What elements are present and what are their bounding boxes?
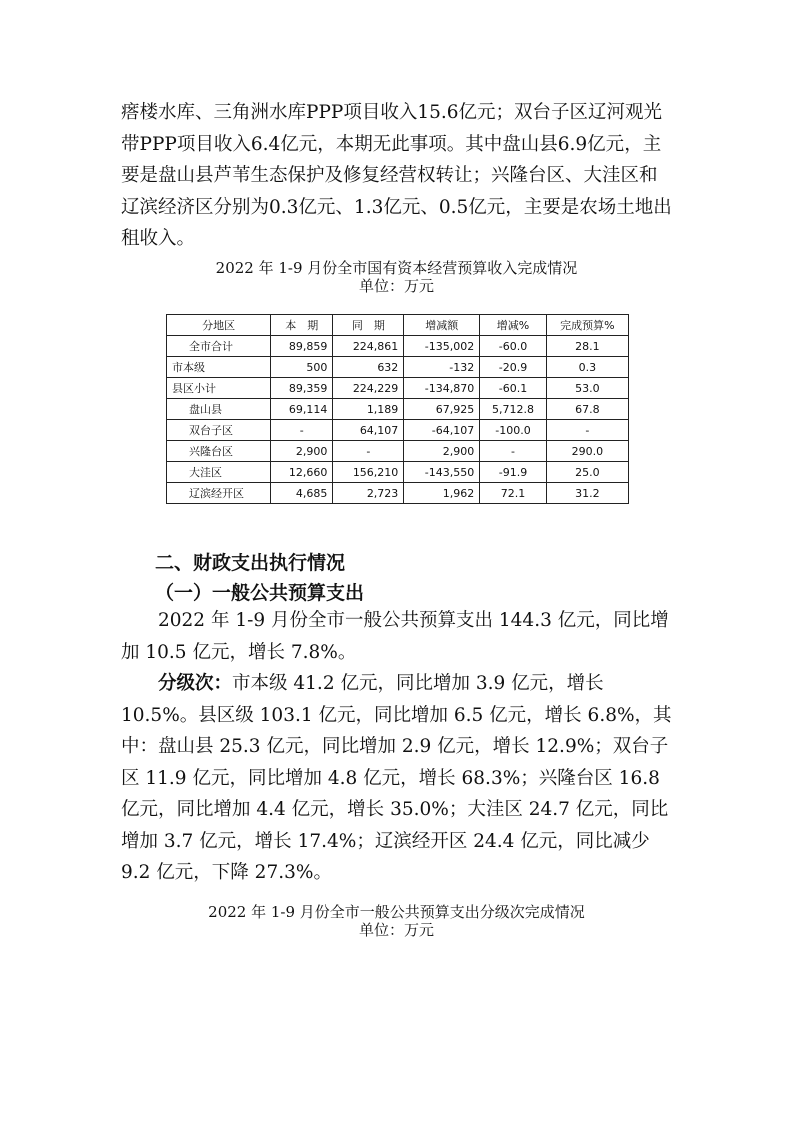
table-header-row bbox=[167, 315, 629, 336]
row-current: 4,685 bbox=[271, 483, 333, 504]
row-change: -64,107 bbox=[404, 420, 480, 441]
row-name: 双台子区 bbox=[167, 420, 271, 441]
row-prior: 224,229 bbox=[333, 378, 404, 399]
row-budget: 28.1 bbox=[546, 336, 628, 357]
table-row bbox=[167, 483, 629, 504]
row-pct: 5,712.8 bbox=[480, 399, 547, 420]
row-change: -135,002 bbox=[404, 336, 480, 357]
row-current: 69,114 bbox=[271, 399, 333, 420]
row-current: 500 bbox=[271, 357, 333, 378]
row-pct: 72.1 bbox=[480, 483, 547, 504]
section-heading: 二、财政支出执行情况 bbox=[155, 552, 346, 574]
row-prior: 632 bbox=[333, 357, 404, 378]
row-pct: -100.0 bbox=[480, 420, 547, 441]
table-row bbox=[167, 441, 629, 462]
row-current: 89,859 bbox=[271, 336, 333, 357]
row-pct: -20.9 bbox=[480, 357, 547, 378]
col-header-current: 本 期 bbox=[271, 315, 333, 336]
row-budget: 25.0 bbox=[546, 462, 628, 483]
row-current: 2,900 bbox=[271, 441, 333, 462]
table2-title: 2022 年 1-9 月份全市一般公共预算支出分级次完成情况 bbox=[208, 903, 585, 921]
row-prior: 2,723 bbox=[333, 483, 404, 504]
row-name: 县区小计 bbox=[167, 378, 271, 399]
row-prior: 156,210 bbox=[333, 462, 404, 483]
row-current: 12,660 bbox=[271, 462, 333, 483]
intro-paragraph: 瘩楼水库、三角洲水库PPP项目收入15.6亿元；双台子区辽河观光带PPP项目收入6.4亿元，本期无此事项。其中盘山县6.9亿元，主要是盘山县芦苇生态保护及修复经营权转让；兴隆台区、大洼区和辽滨经济区分别为0.3亿元、1.3亿元、0.5亿元，主要是农场土地出租收入。 bbox=[121, 102, 672, 249]
subsection-heading: （一）一般公共预算支出 bbox=[155, 582, 365, 604]
level-label: 分级次： bbox=[158, 673, 233, 694]
col-header-region: 分地区 bbox=[167, 315, 271, 336]
table1-unit: 单位：万元 bbox=[358, 277, 434, 295]
table2-unit: 单位：万元 bbox=[358, 921, 434, 939]
col-header-change: 增减额 bbox=[404, 315, 480, 336]
table-row bbox=[167, 378, 629, 399]
row-budget: 67.8 bbox=[546, 399, 628, 420]
state-capital-revenue-table bbox=[166, 314, 629, 504]
row-pct: -60.0 bbox=[480, 336, 547, 357]
row-budget: - bbox=[546, 420, 628, 441]
table-row bbox=[167, 357, 629, 378]
row-name: 全市合计 bbox=[167, 336, 271, 357]
row-pct: -91.9 bbox=[480, 462, 547, 483]
row-budget: 0.3 bbox=[546, 357, 628, 378]
col-header-prior: 同 期 bbox=[333, 315, 404, 336]
table-row bbox=[167, 420, 629, 441]
row-name: 盘山县 bbox=[167, 399, 271, 420]
row-change: -134,870 bbox=[404, 378, 480, 399]
row-prior: 1,189 bbox=[333, 399, 404, 420]
row-change: 1,962 bbox=[404, 483, 480, 504]
row-change: -143,550 bbox=[404, 462, 480, 483]
table-row bbox=[167, 399, 629, 420]
row-change: 67,925 bbox=[404, 399, 480, 420]
row-prior: 224,861 bbox=[333, 336, 404, 357]
row-current: - bbox=[271, 420, 333, 441]
row-pct: -60.1 bbox=[480, 378, 547, 399]
row-change: 2,900 bbox=[404, 441, 480, 462]
row-prior: 64,107 bbox=[333, 420, 404, 441]
table1-title: 2022 年 1-9 月份全市国有资本经营预算收入完成情况 bbox=[215, 259, 578, 277]
row-name: 兴隆台区 bbox=[167, 441, 271, 462]
row-prior: - bbox=[333, 441, 404, 462]
level-text: 市本级 41.2 亿元，同比增加 3.9 亿元，增长 10.5%。县区级 103.1 亿元，同比增加 6.5 亿元，增长 6.8%，其中：盘山县 25.3 亿元，同比增加 2.9 亿元，增长 12.9%；双台子区 11.9 亿元，同比增加 4.8 亿元，增长 68.3%；兴隆台区 16.8 亿元，同比增加 4.4 亿元，增长 35.0%；大洼区 24.7 亿元，同比增加 3.7 亿元，增长 17.4%；辽滨经开区 24.4 亿元，同比减少 9.2 亿元，下降 27.3%。 bbox=[121, 673, 672, 883]
row-budget: 53.0 bbox=[546, 378, 628, 399]
col-header-budget-pct: 完成预算% bbox=[546, 315, 628, 336]
table-row bbox=[167, 462, 629, 483]
row-current: 89,359 bbox=[271, 378, 333, 399]
row-pct: - bbox=[480, 441, 547, 462]
row-change: -132 bbox=[404, 357, 480, 378]
row-name: 大洼区 bbox=[167, 462, 271, 483]
expenditure-paragraph: 2022 年 1-9 月份全市一般公共预算支出 144.3 亿元，同比增加 10.5 亿元，增长 7.8%。 bbox=[121, 610, 669, 663]
table-row bbox=[167, 336, 629, 357]
col-header-change-pct: 增减% bbox=[480, 315, 547, 336]
row-budget: 290.0 bbox=[546, 441, 628, 462]
row-budget: 31.2 bbox=[546, 483, 628, 504]
row-name: 市本级 bbox=[167, 357, 271, 378]
row-name: 辽滨经开区 bbox=[167, 483, 271, 504]
level-paragraph bbox=[121, 668, 675, 889]
